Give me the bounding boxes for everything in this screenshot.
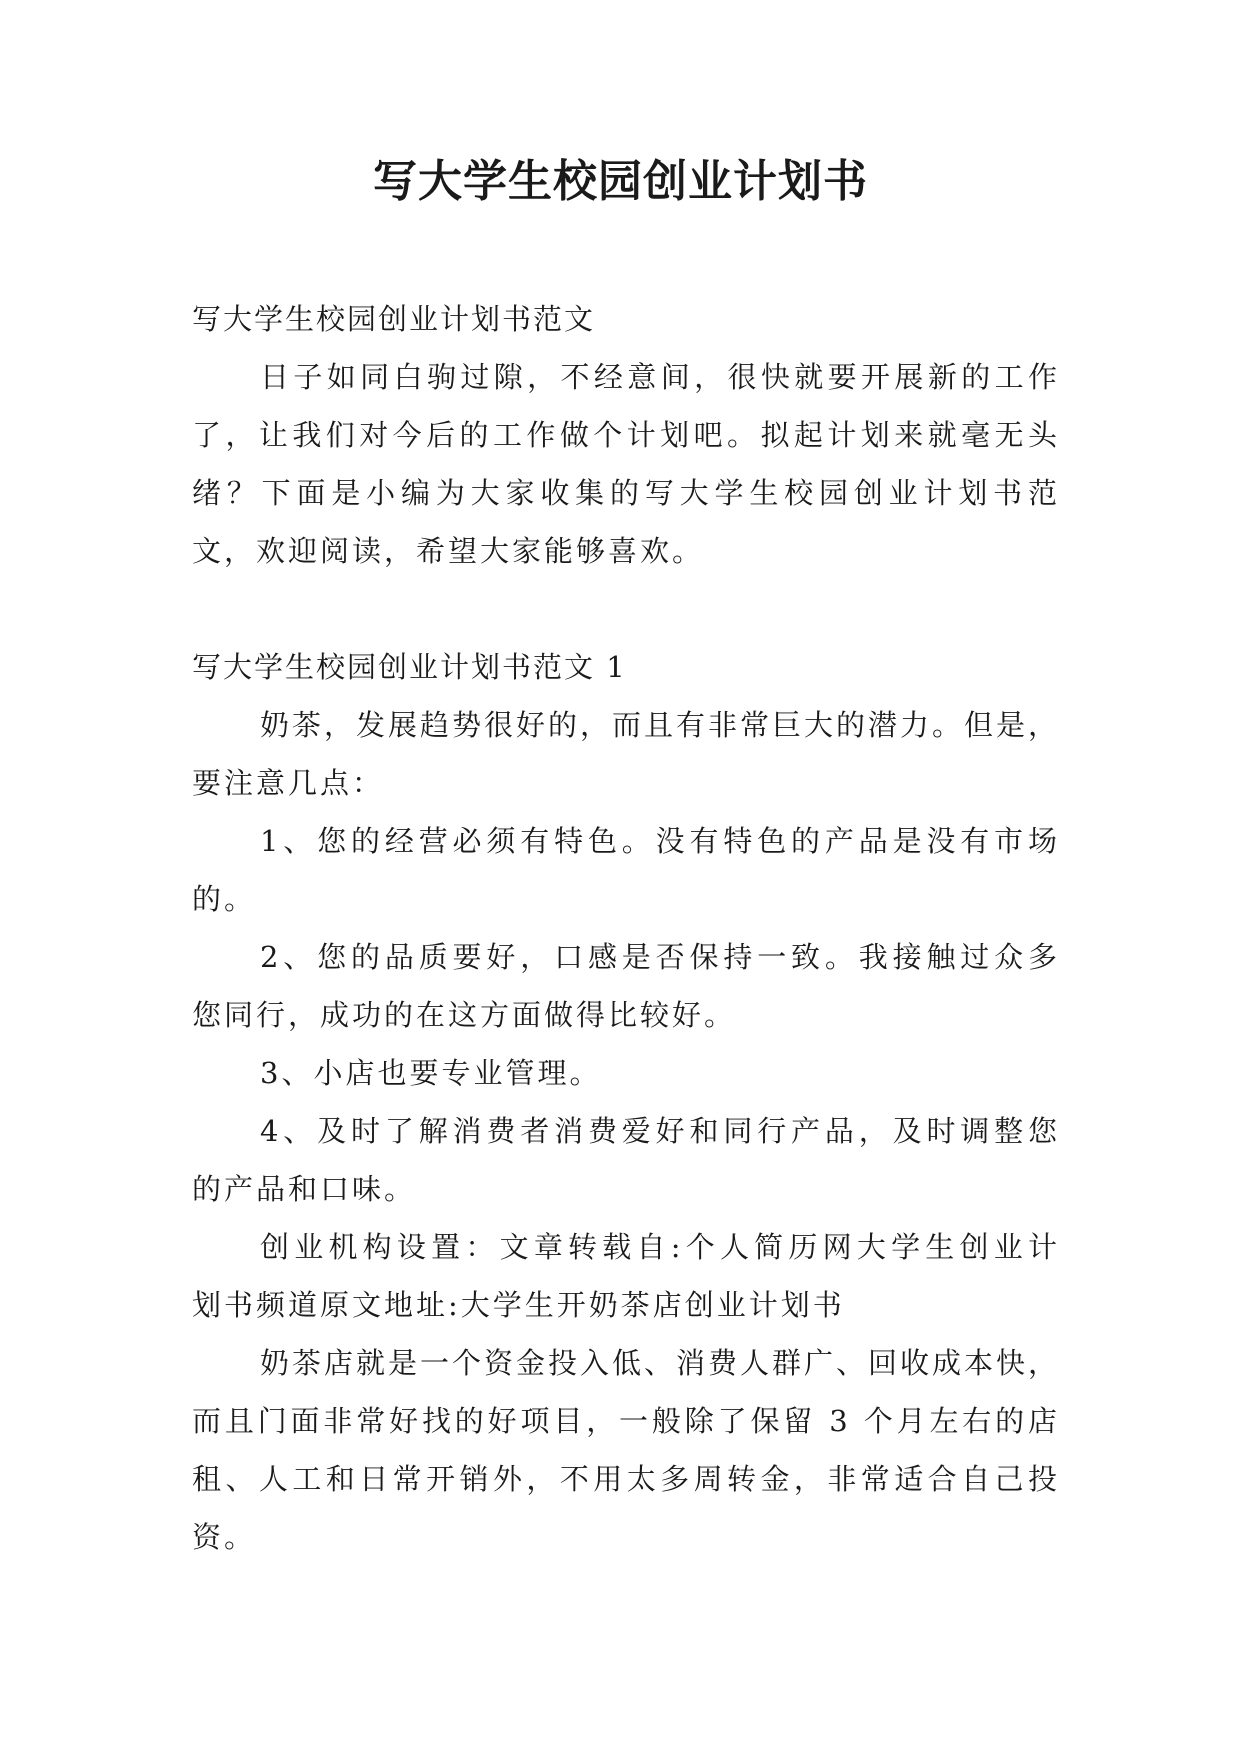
- paragraph-line: 的产品和口味。: [192, 1172, 417, 1206]
- paragraph-line: 租、人工和日常开销外，不用太多周转金，非常适合自己投: [192, 1462, 1060, 1496]
- paragraph-line: 的。: [192, 882, 257, 916]
- paragraph-line: 1、您的经营必须有特色。没有特色的产品是没有市场: [260, 824, 1060, 858]
- section-heading: 写大学生校园创业计划书范文: [192, 302, 596, 336]
- paragraph-line: 您同行，成功的在这方面做得比较好。: [192, 998, 737, 1032]
- intro-line: 绪？下面是小编为大家收集的写大学生校园创业计划书范: [192, 476, 1060, 510]
- intro-line: 日子如同白驹过隙，不经意间，很快就要开展新的工作: [260, 360, 1060, 394]
- intro-line: 了，让我们对今后的工作做个计划吧。拟起计划来就毫无头: [192, 418, 1060, 452]
- paragraph-line: 要注意几点：: [192, 766, 385, 800]
- document-title: 写大学生校园创业计划书: [373, 156, 868, 207]
- paragraph-line: 创业机构设置：文章转载自:个人简历网大学生创业计: [260, 1230, 1060, 1264]
- paragraph-line: 而且门面非常好找的好项目，一般除了保留 3 个月左右的店: [192, 1404, 1060, 1438]
- paragraph-line: 4、及时了解消费者消费爱好和同行产品，及时调整您: [260, 1114, 1060, 1148]
- paragraph-line: 3、小店也要专业管理。: [260, 1056, 602, 1090]
- document-body: [192, 290, 1060, 1566]
- paragraph-line: 资。: [192, 1520, 257, 1554]
- paragraph-line: 奶茶店就是一个资金投入低、消费人群广、回收成本快，: [260, 1346, 1061, 1380]
- intro-line: 文，欢迎阅读，希望大家能够喜欢。: [192, 534, 705, 568]
- paragraph-gap: [192, 580, 1060, 638]
- section-heading: 写大学生校园创业计划书范文 1: [192, 650, 627, 684]
- paragraph-line: 划书频道原文地址:大学生开奶茶店创业计划书: [192, 1288, 845, 1322]
- paragraph-line: 2、您的品质要好，口感是否保持一致。我接触过众多: [260, 940, 1060, 974]
- paragraph-line: 奶茶，发展趋势很好的，而且有非常巨大的潜力。但是，: [260, 708, 1061, 742]
